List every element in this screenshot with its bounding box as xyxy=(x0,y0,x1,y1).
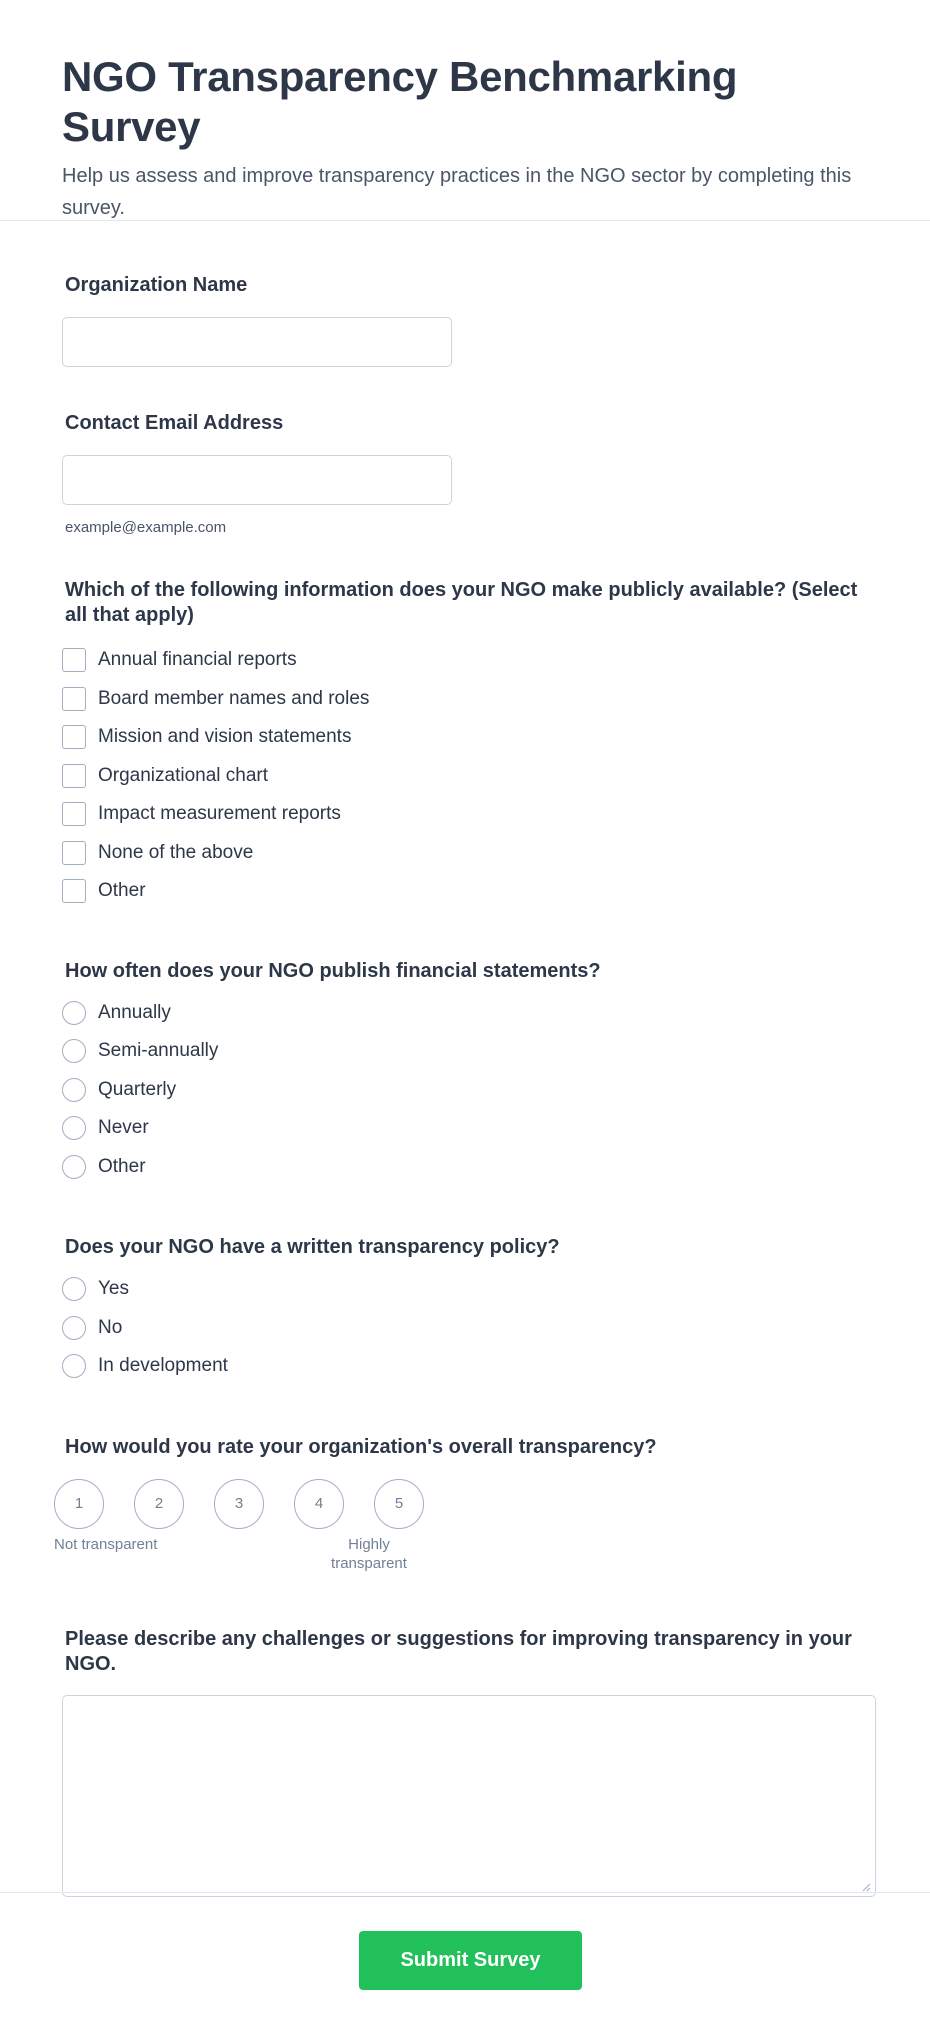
checkbox-label: Impact measurement reports xyxy=(98,803,341,825)
radio-label: Quarterly xyxy=(98,1078,177,1100)
radio-option[interactable] xyxy=(62,994,868,1033)
rating-high-caption xyxy=(324,1535,414,1573)
checkbox-label: Annual financial reports xyxy=(98,649,297,671)
checkbox-option[interactable] xyxy=(62,834,868,873)
radio-option[interactable] xyxy=(62,1032,868,1071)
frequency-options xyxy=(62,994,868,1187)
radio-label: In development xyxy=(98,1355,228,1377)
checkbox-label: Organizational chart xyxy=(98,764,269,786)
checkbox[interactable] xyxy=(62,687,86,711)
rating-option-5[interactable]: 5 xyxy=(374,1479,424,1529)
info-available-options xyxy=(62,641,868,911)
rating-scale xyxy=(54,1479,868,1529)
checkbox-option[interactable] xyxy=(62,757,868,796)
checkbox[interactable] xyxy=(62,725,86,749)
radio-label: Annually xyxy=(98,1001,171,1023)
checkbox-label: Board member names and roles xyxy=(98,687,370,709)
frequency-question: How often does your NGO publish financial statements? xyxy=(65,959,601,982)
challenges-group xyxy=(62,1627,868,1897)
submit-survey-button[interactable]: Submit Survey xyxy=(359,1931,582,1990)
radio-button[interactable] xyxy=(62,1001,86,1025)
checkbox-option[interactable] xyxy=(62,872,868,911)
radio-label: Semi-annually xyxy=(98,1040,219,1062)
radio-button[interactable] xyxy=(62,1277,86,1301)
checkbox-label: Mission and vision statements xyxy=(98,726,352,748)
checkbox[interactable] xyxy=(62,648,86,672)
org-name-group xyxy=(62,273,868,367)
rating-question: How would you rate your organization's overall transparency? xyxy=(65,1435,657,1458)
survey-header xyxy=(0,0,930,221)
email-group xyxy=(62,411,868,536)
policy-group xyxy=(62,1235,868,1386)
policy-question: Does your NGO have a written transparency policy? xyxy=(65,1236,560,1258)
rating-captions xyxy=(54,1535,868,1579)
radio-option[interactable] xyxy=(62,1071,868,1110)
radio-option[interactable] xyxy=(62,1347,868,1386)
radio-label: No xyxy=(98,1316,123,1338)
email-hint: example@example.com xyxy=(65,519,227,536)
rating-option-3[interactable]: 3 xyxy=(214,1479,264,1529)
email-label: Contact Email Address xyxy=(65,412,284,434)
form-footer xyxy=(0,1892,930,2039)
checkbox-option[interactable] xyxy=(62,641,868,680)
rating-group xyxy=(54,1435,868,1579)
info-available-question: Which of the following information does your NGO make publicly available? (Select all that apply) xyxy=(65,579,858,626)
survey-form xyxy=(0,273,930,1897)
radio-option[interactable] xyxy=(62,1309,868,1348)
org-name-label: Organization Name xyxy=(65,274,248,296)
checkbox[interactable] xyxy=(62,764,86,788)
checkbox[interactable] xyxy=(62,879,86,903)
checkbox[interactable] xyxy=(62,841,86,865)
checkbox-label: Other xyxy=(98,880,146,902)
radio-button[interactable] xyxy=(62,1155,86,1179)
checkbox-option[interactable] xyxy=(62,795,868,834)
rating-high-caption-line2: transparent xyxy=(331,1554,407,1572)
radio-option[interactable] xyxy=(62,1109,868,1148)
page-title: NGO Transparency Benchmarking Survey xyxy=(62,53,738,150)
checkbox-option[interactable] xyxy=(62,680,868,719)
radio-button[interactable] xyxy=(62,1316,86,1340)
challenges-question: Please describe any challenges or suggestions for improving transparency in your NGO. xyxy=(65,1627,852,1675)
checkbox-label: None of the above xyxy=(98,841,254,863)
checkbox-option[interactable] xyxy=(62,718,868,757)
rating-high-caption-line1: Highly xyxy=(348,1535,390,1553)
policy-options xyxy=(62,1270,868,1386)
radio-button[interactable] xyxy=(62,1078,86,1102)
info-available-group xyxy=(62,578,868,911)
radio-option[interactable] xyxy=(62,1148,868,1187)
email-input[interactable] xyxy=(62,455,452,505)
resize-grip-icon[interactable] xyxy=(861,1882,871,1892)
radio-button[interactable] xyxy=(62,1039,86,1063)
page-subtitle: Help us assess and improve transparency practices in the NGO sector by completing this survey. xyxy=(62,165,852,219)
radio-button[interactable] xyxy=(62,1116,86,1140)
rating-low-caption: Not transparent xyxy=(54,1535,158,1553)
rating-option-2[interactable]: 2 xyxy=(134,1479,184,1529)
rating-option-1[interactable]: 1 xyxy=(54,1479,104,1529)
rating-option-4[interactable]: 4 xyxy=(294,1479,344,1529)
radio-label: Other xyxy=(98,1155,146,1177)
checkbox[interactable] xyxy=(62,802,86,826)
frequency-group xyxy=(62,959,868,1187)
radio-button[interactable] xyxy=(62,1354,86,1378)
radio-label: Never xyxy=(98,1117,149,1139)
org-name-input[interactable] xyxy=(62,317,452,367)
challenges-textarea[interactable] xyxy=(62,1695,876,1897)
radio-option[interactable] xyxy=(62,1270,868,1309)
radio-label: Yes xyxy=(98,1278,129,1300)
